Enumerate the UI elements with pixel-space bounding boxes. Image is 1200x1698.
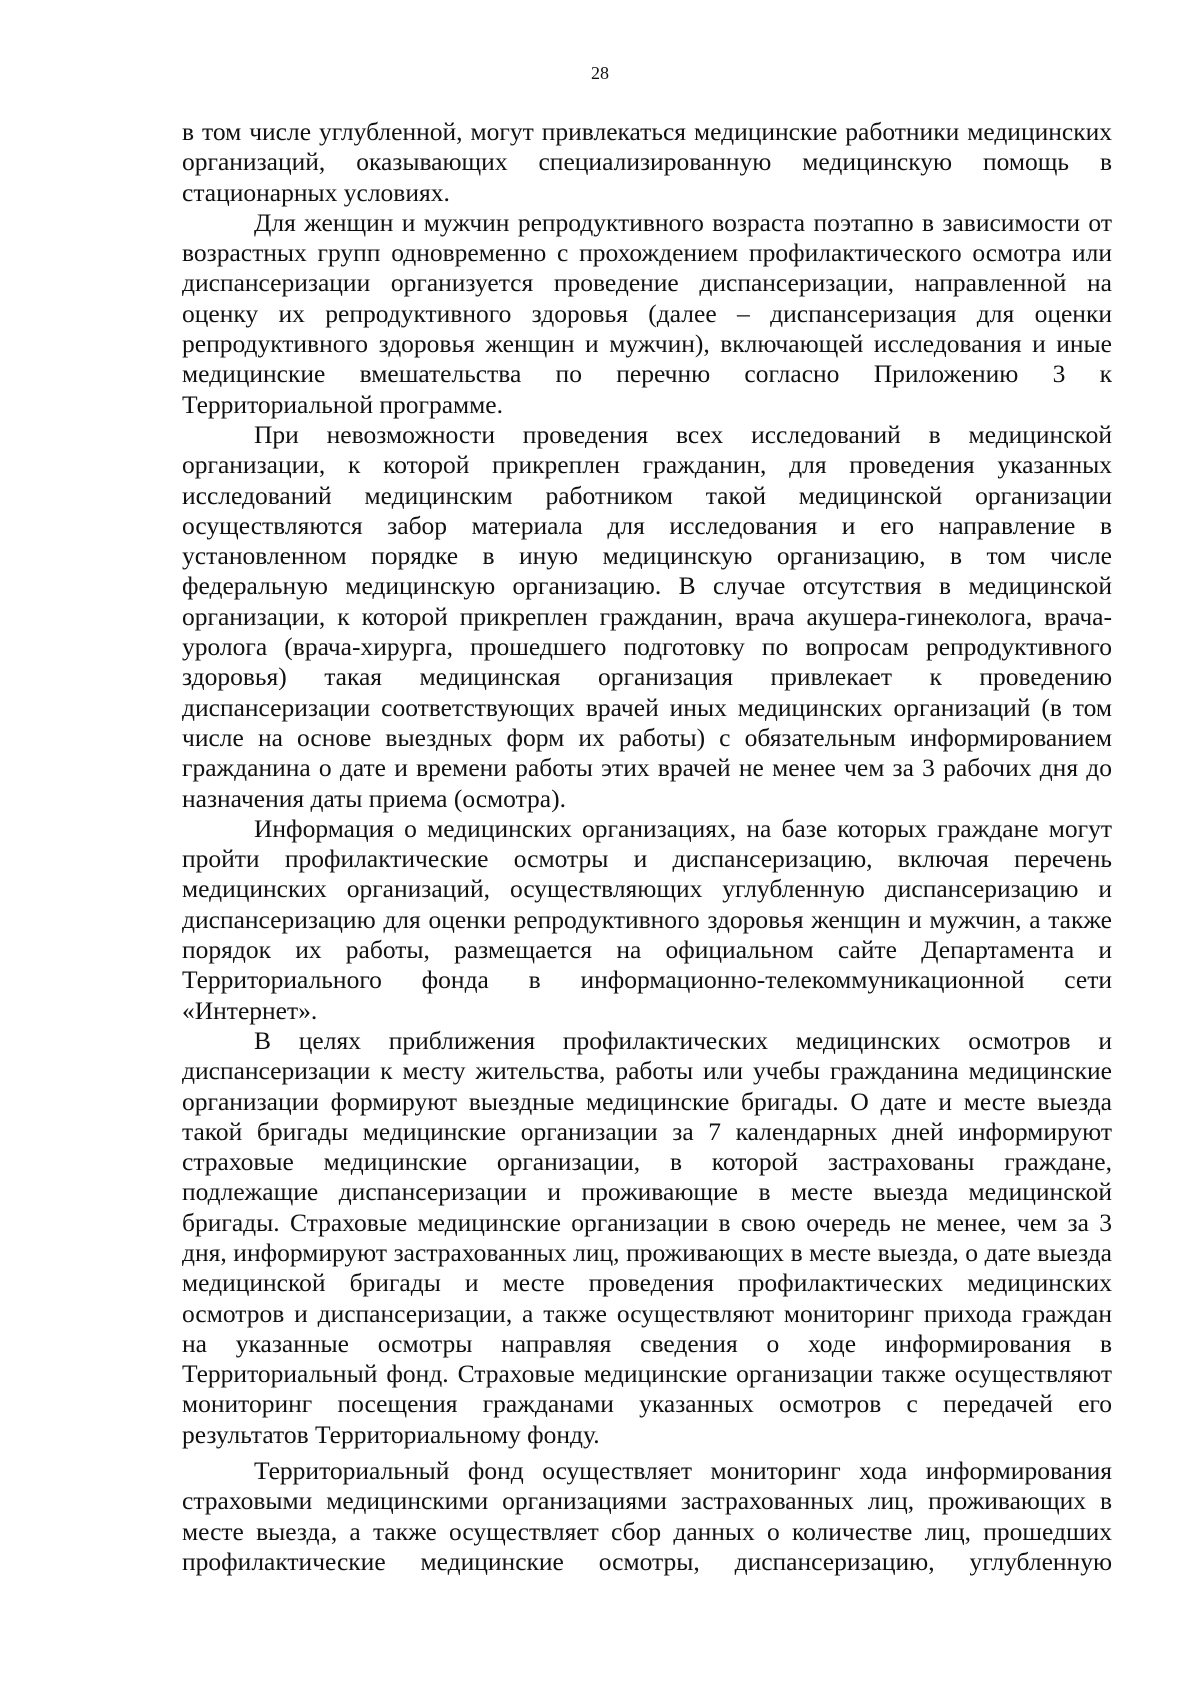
page-number: 28 <box>591 63 609 83</box>
paragraph-continuation: в том числе углубленной, могут привлекаться медицинские работники медицинских организаций, оказывающих специализированную медицинскую помощь в стационарных условиях. <box>182 117 1112 207</box>
paragraph-information: Информация о медицинских организациях, на базе которых граждане могут пройти профилактические осмотры и диспансеризацию, включая перечень медицинских организаций, осуществляющих углубленную диспансеризацию и диспансеризацию для оценки репродуктивного здоровья женщин и мужчин, а также порядок их работы, размещается на официальном сайте Департамента и Территориального фонда в информационно-телекоммуникационной сети «Интернет». <box>182 813 1112 1025</box>
paragraph-monitoring: Территориальный фонд осуществляет мониторинг хода информирования страховыми медицинскими организациями застрахованных лиц, проживающих в месте выезда, а также осуществляет сбор данных о количестве лиц, прошедших профилактические медицинские осмотры, диспансеризацию, углубленную <box>182 1456 1112 1576</box>
paragraph-mobile-teams: В целях приближения профилактических медицинских осмотров и диспансеризации к месту жительства, работы или учебы гражданина медицинские организации формируют выездные медицинские бригады. О дате и месте выезда такой бригады медицинские организации за 7 календарных дней информируют страховые медицинские организации, в которой застрахованы граждане, подлежащие диспансеризации и проживающие в месте выезда медицинской бригады. Страховые медицинские организации в свою очередь не менее, чем за 3 дня, информируют застрахованных лиц, проживающих в месте выезда, о дате выезда медицинской бригады и месте проведения профилактических медицинских осмотров и диспансеризации, а также осуществляют мониторинг прихода граждан на указанные осмотры направляя сведения о ходе информирования в Территориальный фонд. Страховые медицинские организации также осуществляют мониторинг посещения гражданами указанных осмотров с передачей его результатов Территориальному фонду. <box>182 1025 1112 1449</box>
paragraph-research-referral: При невозможности проведения всех исследований в медицинской организации, к которой прикреплен гражданин, для проведения указанных исследований медицинским работником такой медицинской организации осуществляются забор материала для исследования и его направление в установленном порядке в иную медицинскую организацию, в том числе федеральную медицинскую организацию. В случае отсутствия в медицинской организации, к которой прикреплен гражданин, врача акушера-гинеколога, врача-уролога (врача-хирурга, прошедшего подготовку по вопросам репродуктивного здоровья) такая медицинская организация привлекает к проведению диспансеризации соответствующих врачей иных медицинских организаций (в том числе на основе выездных форм их работы) с обязательным информированием гражданина о дате и времени работы этих врачей не менее чем за 3 рабочих дня до назначения даты приема (осмотра). <box>182 419 1112 813</box>
document-body <box>182 117 1112 1577</box>
paragraph-reproductive-health: Для женщин и мужчин репродуктивного возраста поэтапно в зависимости от возрастных групп одновременно с прохождением профилактического осмотра или диспансеризации организуется проведение диспансеризации, направленной на оценку их репродуктивного здоровья (далее – диспансеризация для оценки репродуктивного здоровья женщин и мужчин), включающей исследования и иные медицинские вмешательства по перечню согласно Приложению 3 к Территориальной программе. <box>182 207 1112 419</box>
